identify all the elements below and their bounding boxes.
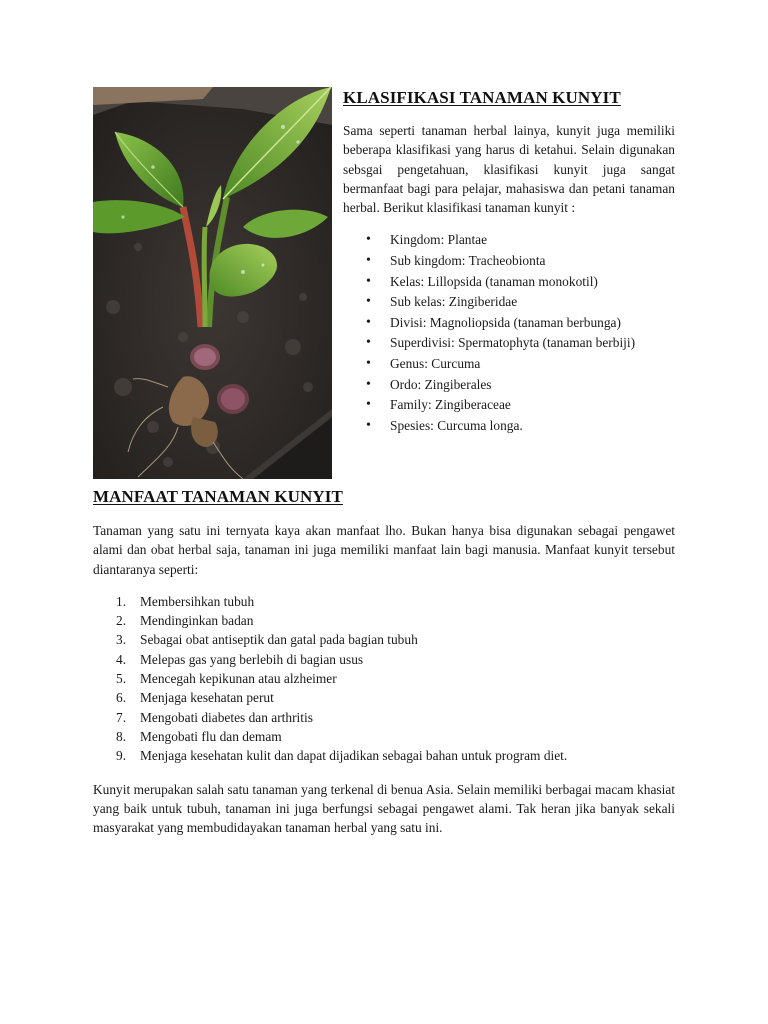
list-item [116, 611, 675, 630]
list-item: • Kelas: Lillopsida (tanaman monokotil) [366, 272, 675, 293]
list-text: Membersihkan tubuh [140, 593, 255, 609]
list-item [116, 727, 675, 746]
list-item: • Spesies: Curcuma longa. [366, 416, 675, 437]
list-item [116, 669, 675, 688]
benefits-intro: Tanaman yang satu ini ternyata kaya akan manfaat lho. Bukan hanya bisa digunakan sebagai pengawet alami dan obat herbal saja, tanaman ini juga memiliki manfaat lain bagi manusia. Manfaat kunyit tersebut diantaranya seperti: [93, 523, 675, 577]
list-text: Mengobati flu dan demam [140, 728, 282, 744]
list-item: • Superdivisi: Spermatophyta (tanaman berbiji) [366, 333, 675, 354]
list-text: Mendinginkan badan [140, 613, 254, 629]
list-number: 4. [116, 651, 127, 667]
list-text: Mengobati diabetes dan arthritis [140, 709, 313, 725]
list-text: Melepas gas yang berlebih di bagian usus [140, 651, 364, 667]
list-item: • Sub kelas: Zingiberidae [366, 292, 675, 313]
list-item [116, 708, 675, 727]
list-item [116, 630, 675, 649]
list-number: 7. [116, 709, 127, 725]
list-item: • Genus: Curcuma [366, 354, 675, 375]
benefits-list [93, 592, 675, 766]
classification-list [343, 230, 675, 436]
list-item: • Sub kingdom: Tracheobionta [366, 251, 675, 272]
list-item: • Ordo: Zingiberales [366, 375, 675, 396]
classification-intro: Sama seperti tanaman herbal lainya, kunyit juga memiliki beberapa klasifikasi yang harus di ketahui. Selain digunakan sebsgai pengetahuan, klasifikasi kunyit juga sangat bermanfaat bagi para pelajar, mahasiswa dan petani tanaman herbal. Berikut klasifikasi tanaman kunyit : [343, 123, 675, 216]
list-number: 8. [116, 728, 127, 744]
list-item: • Family: Zingiberaceae [366, 395, 675, 416]
list-text: Menjaga kesehatan kulit dan dapat dijadikan sebagai bahan untuk program diet. [140, 748, 568, 764]
list-number: 6. [116, 690, 127, 706]
classification-section [343, 87, 675, 436]
list-number: 5. [116, 671, 127, 687]
list-number: 1. [116, 593, 127, 609]
list-text: Sebagai obat antiseptik dan gatal pada bagian tubuh [140, 632, 418, 648]
benefits-section [93, 487, 675, 837]
list-item: • Divisi: Magnoliopsida (tanaman berbunga) [366, 313, 675, 334]
list-item [116, 592, 675, 611]
list-number: 3. [116, 632, 127, 648]
benefits-closing: Kunyit merupakan salah satu tanaman yang terkenal di benua Asia. Selain memiliki berbagai macam khasiat yang baik untuk tubuh, tanaman ini juga berfungsi sebagai pengawet alami. Tak heran jika banyak sekali masyarakat yang membudidayakan tanaman herbal yang satu ini. [93, 781, 675, 836]
list-text: Mencegah kepikunan atau alzheimer [140, 671, 337, 687]
turmeric-plant-illustration [93, 87, 332, 479]
list-item [116, 650, 675, 669]
classification-heading: KLASIFIKASI TANAMAN KUNYIT [343, 88, 621, 107]
list-item [116, 688, 675, 707]
list-text: Menjaga kesehatan perut [140, 690, 274, 706]
list-item [116, 746, 675, 765]
turmeric-plant-photo [93, 87, 332, 479]
list-number: 2. [116, 613, 127, 629]
list-number: 9. [116, 748, 127, 764]
benefits-heading: MANFAAT TANAMAN KUNYIT [93, 487, 343, 506]
list-item: • Kingdom: Plantae [366, 230, 675, 251]
